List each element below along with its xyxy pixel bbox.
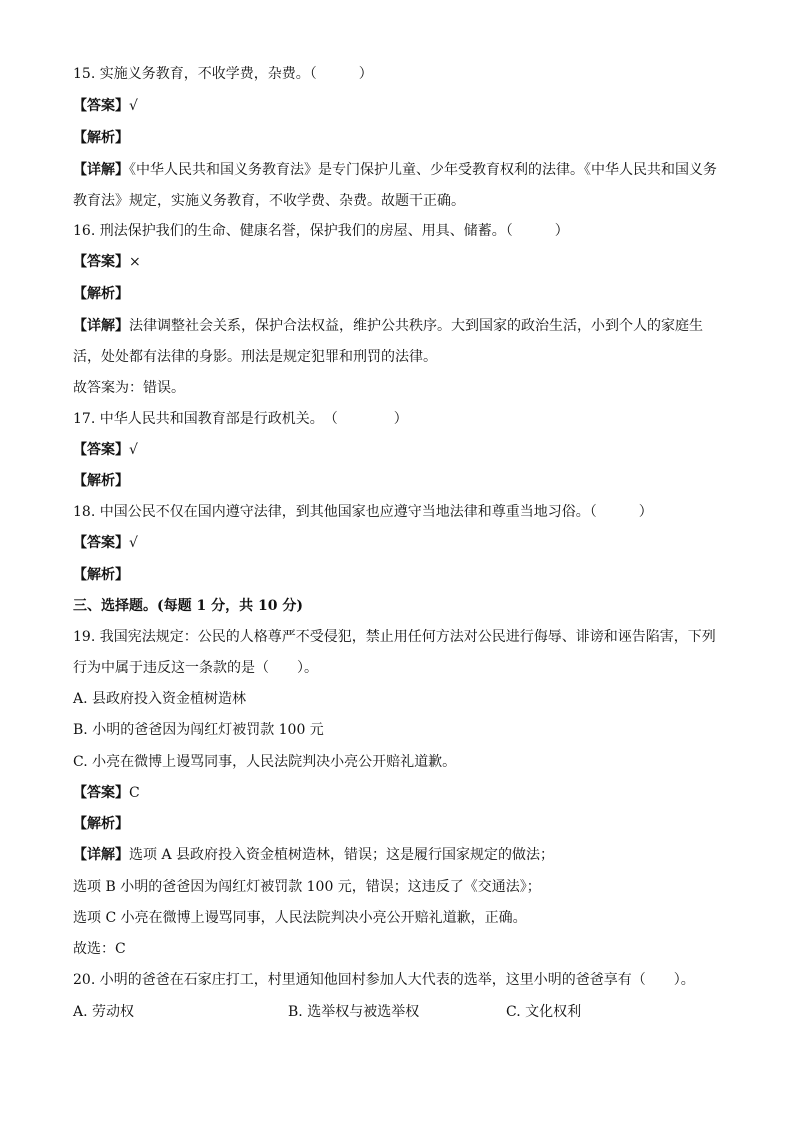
answer-tag: 【答案】 (73, 785, 129, 801)
option-20-a: A. 劳动权 (73, 1004, 135, 1020)
section-heading-choice: 三、选择题。(每题 1 分，共 10 分) (73, 598, 303, 614)
detail-19-line-3: 选项 C 小亮在微博上谩骂同事，人民法院判决小亮公开赔礼道歉，正确。 (73, 910, 527, 926)
analysis-tag-16: 【解析】 (73, 286, 129, 302)
conclusion-16: 故答案为：错误。 (73, 380, 185, 396)
answer-tag: 【答案】 (73, 442, 129, 458)
detail-15-line-2: 教育法》规定，实施义务教育，不收学费、杂费。故题干正确。 (73, 193, 465, 209)
answer-value: √ (129, 98, 138, 114)
analysis-tag-17: 【解析】 (73, 473, 129, 489)
detail-16-line-1 (73, 316, 734, 336)
detail-16-line-2: 活，处处都有法律的身影。刑法是规定犯罪和刑罚的法律。 (73, 349, 437, 365)
answer-line-15 (73, 96, 734, 116)
detail-tag: 【详解】 (73, 847, 129, 863)
question-19-line-1: 19. 我国宪法规定：公民的人格尊严不受侵犯，禁止用任何方法对公民进行侮辱、诽谤和诬告陷害，下列 (73, 629, 716, 645)
answer-line-18 (73, 533, 734, 553)
answer-tag: 【答案】 (73, 535, 129, 551)
detail-19-line-1 (73, 845, 734, 865)
detail-text: 法律调整社会关系，保护合法权益，维护公共秩序。大到国家的政治生活，小到个人的家庭生 (129, 318, 703, 334)
answer-value: √ (129, 535, 138, 551)
question-19-line-2: 行为中属于违反这一条款的是（ ）。 (73, 660, 318, 676)
analysis-tag-19: 【解析】 (73, 816, 129, 832)
option-19-b: B. 小明的爸爸因为闯红灯被罚款 100 元 (73, 722, 324, 738)
answer-tag: 【答案】 (73, 98, 129, 114)
answer-value: × (129, 254, 141, 270)
answer-line-16 (73, 252, 734, 272)
question-18: 18. 中国公民不仅在国内遵守法律，到其他国家也应遵守当地法律和尊重当地习俗。（ ） (73, 504, 653, 520)
answer-tag: 【答案】 (73, 254, 129, 270)
option-19-a: A. 县政府投入资金植树造林 (73, 691, 247, 707)
option-20-b: B. 选举权与被选举权 (288, 1004, 420, 1020)
detail-text: 选项 A 县政府投入资金植树造林，错误；这是履行国家规定的做法； (129, 847, 555, 863)
analysis-tag-18: 【解析】 (73, 567, 129, 583)
detail-19-line-2: 选项 B 小明的爸爸因为闯红灯被罚款 100 元，错误；这违反了《交通法》； (73, 879, 541, 895)
conclusion-19: 故选：C (73, 941, 126, 957)
answer-value: C (129, 785, 140, 801)
answer-line-17 (73, 440, 734, 460)
detail-text: 《中华人民共和国义务教育法》是专门保护儿童、少年受教育权利的法律。《中华人民共和国义务 (129, 162, 717, 178)
answer-value: √ (129, 442, 138, 458)
question-17: 17. 中华人民共和国教育部是行政机关。 （ ） (73, 411, 408, 427)
answer-line-19 (73, 783, 734, 803)
option-20-c: C. 文化权利 (506, 1004, 582, 1020)
detail-tag: 【详解】 (73, 162, 129, 178)
option-19-c: C. 小亮在微博上谩骂同事，人民法院判决小亮公开赔礼道歉。 (73, 754, 457, 770)
question-15: 15. 实施义务教育，不收学费，杂费。（ ） (73, 66, 373, 82)
question-16: 16. 刑法保护我们的生命、健康名誉，保护我们的房屋、用具、储蓄。（ ） (73, 223, 569, 239)
question-20: 20. 小明的爸爸在石家庄打工，村里通知他回村参加人大代表的选举，这里小明的爸爸享有（ ）。 (73, 972, 695, 988)
analysis-tag-15: 【解析】 (73, 130, 129, 146)
detail-tag: 【详解】 (73, 318, 129, 334)
detail-15-line-1 (73, 160, 734, 180)
